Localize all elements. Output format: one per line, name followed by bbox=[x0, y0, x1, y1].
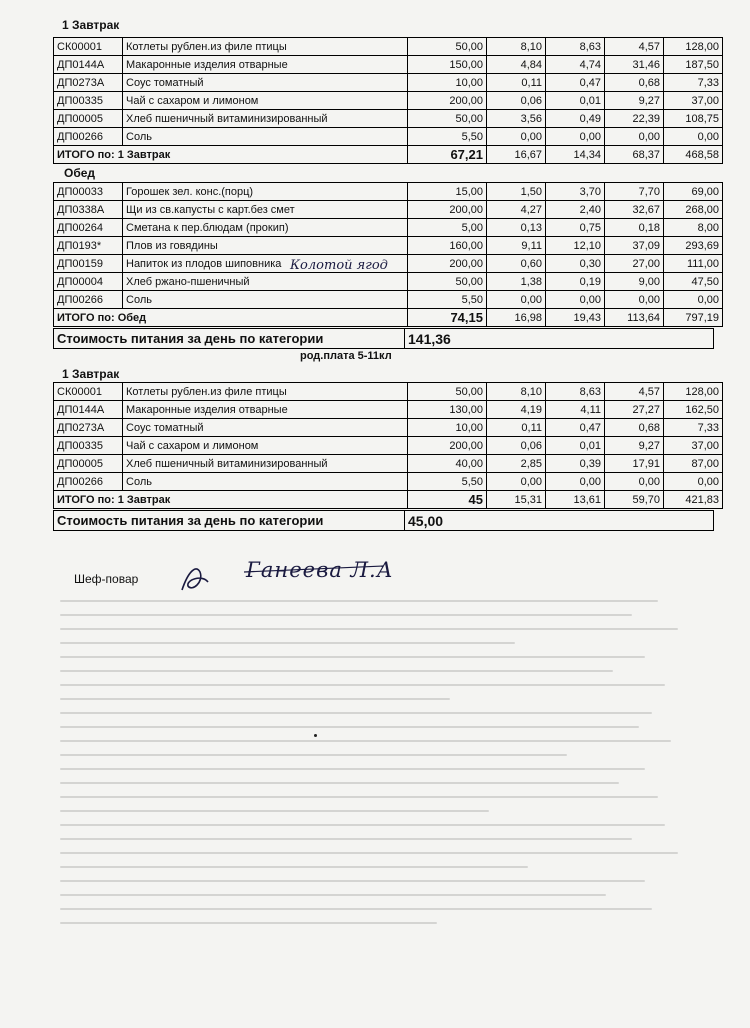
signature-name: Ганеева Л.А bbox=[246, 558, 394, 582]
item-code: ДП0144А bbox=[54, 56, 123, 74]
item-calories: 47,50 bbox=[664, 273, 723, 291]
total-fat: 19,43 bbox=[546, 309, 605, 327]
item-calories: 0,00 bbox=[664, 473, 723, 491]
item-name: Котлеты рублен.из филе птицы bbox=[123, 38, 408, 56]
item-fat: 3,70 bbox=[546, 183, 605, 201]
daily-cost-label: Стоимость питания за день по категории bbox=[54, 329, 405, 349]
item-calories: 187,50 bbox=[664, 56, 723, 74]
table-row bbox=[54, 201, 723, 219]
total-row bbox=[54, 146, 723, 164]
item-portion: 50,00 bbox=[408, 273, 487, 291]
item-calories: 87,00 bbox=[664, 455, 723, 473]
daily-cost-label: Стоимость питания за день по категории bbox=[54, 511, 405, 531]
table-row bbox=[54, 128, 723, 146]
item-protein: 4,84 bbox=[487, 56, 546, 74]
item-name: Сметана к пер.блюдам (прокип) bbox=[123, 219, 408, 237]
item-carbs: 0,00 bbox=[605, 128, 664, 146]
item-protein: 0,13 bbox=[487, 219, 546, 237]
item-code: ДП0273А bbox=[54, 419, 123, 437]
total-fat: 14,34 bbox=[546, 146, 605, 164]
item-name: Горошек зел. конс.(порц) bbox=[123, 183, 408, 201]
item-protein: 3,56 bbox=[487, 110, 546, 128]
item-code: ДП00159 bbox=[54, 255, 123, 273]
item-fat: 2,40 bbox=[546, 201, 605, 219]
item-calories: 162,50 bbox=[664, 401, 723, 419]
item-protein: 2,85 bbox=[487, 455, 546, 473]
table-row bbox=[54, 291, 723, 309]
total-protein: 16,98 bbox=[487, 309, 546, 327]
item-carbs: 9,27 bbox=[605, 92, 664, 110]
item-fat: 0,47 bbox=[546, 74, 605, 92]
item-calories: 7,33 bbox=[664, 419, 723, 437]
item-fat: 0,19 bbox=[546, 273, 605, 291]
total-label: ИТОГО по: 1 Завтрак bbox=[54, 491, 408, 509]
table-row bbox=[54, 473, 723, 491]
total-label: ИТОГО по: 1 Завтрак bbox=[54, 146, 408, 164]
item-portion: 130,00 bbox=[408, 401, 487, 419]
item-calories: 0,00 bbox=[664, 128, 723, 146]
item-name: Плов из говядины bbox=[123, 237, 408, 255]
table-row bbox=[54, 56, 723, 74]
item-portion: 10,00 bbox=[408, 74, 487, 92]
total-fat: 13,61 bbox=[546, 491, 605, 509]
section-title-breakfast-1: 1 Завтрак bbox=[62, 18, 120, 32]
item-carbs: 0,68 bbox=[605, 419, 664, 437]
item-fat: 8,63 bbox=[546, 38, 605, 56]
item-fat: 0,00 bbox=[546, 291, 605, 309]
item-code: ДП00005 bbox=[54, 110, 123, 128]
item-portion: 200,00 bbox=[408, 92, 487, 110]
table-row bbox=[54, 437, 723, 455]
item-fat: 4,74 bbox=[546, 56, 605, 74]
item-fat: 0,49 bbox=[546, 110, 605, 128]
item-carbs: 37,09 bbox=[605, 237, 664, 255]
total-row bbox=[54, 309, 723, 327]
item-calories: 128,00 bbox=[664, 38, 723, 56]
item-fat: 0,30 bbox=[546, 255, 605, 273]
item-portion: 200,00 bbox=[408, 255, 487, 273]
item-code: ДП00264 bbox=[54, 219, 123, 237]
item-name: Соус томатный bbox=[123, 74, 408, 92]
menu-table-breakfast-2 bbox=[53, 382, 723, 509]
item-protein: 1,50 bbox=[487, 183, 546, 201]
item-carbs: 4,57 bbox=[605, 383, 664, 401]
item-calories: 8,00 bbox=[664, 219, 723, 237]
item-protein: 0,00 bbox=[487, 128, 546, 146]
item-protein: 9,11 bbox=[487, 237, 546, 255]
table-row bbox=[54, 74, 723, 92]
item-code: ДП0144А bbox=[54, 401, 123, 419]
item-code: ДП00266 bbox=[54, 128, 123, 146]
item-name: Чай с сахаром и лимоном bbox=[123, 92, 408, 110]
item-calories: 111,00 bbox=[664, 255, 723, 273]
item-protein: 1,38 bbox=[487, 273, 546, 291]
item-name: Хлеб пшеничный витаминизированный bbox=[123, 110, 408, 128]
item-name: Соль bbox=[123, 291, 408, 309]
item-fat: 0,00 bbox=[546, 128, 605, 146]
item-fat: 4,11 bbox=[546, 401, 605, 419]
section-title-breakfast-2: 1 Завтрак bbox=[62, 367, 120, 381]
item-name: Щи из св.капусты с карт.без смет bbox=[123, 201, 408, 219]
item-name: Напиток из плодов шиповника bbox=[123, 255, 408, 273]
table-row bbox=[54, 219, 723, 237]
item-carbs: 0,00 bbox=[605, 291, 664, 309]
handwritten-note: Колотой ягод bbox=[290, 258, 388, 273]
item-protein: 0,00 bbox=[487, 473, 546, 491]
item-name: Соль bbox=[123, 473, 408, 491]
total-protein: 15,31 bbox=[487, 491, 546, 509]
daily-cost-value: 141,36 bbox=[405, 329, 714, 349]
item-carbs: 0,18 bbox=[605, 219, 664, 237]
daily-cost-row-1 bbox=[53, 328, 714, 349]
item-protein: 0,11 bbox=[487, 419, 546, 437]
item-portion: 15,00 bbox=[408, 183, 487, 201]
subheading-parent-fee: род.плата 5-11кл bbox=[300, 350, 392, 362]
item-protein: 4,19 bbox=[487, 401, 546, 419]
total-calories: 421,83 bbox=[664, 491, 723, 509]
item-carbs: 0,00 bbox=[605, 473, 664, 491]
total-carbs: 59,70 bbox=[605, 491, 664, 509]
item-carbs: 27,27 bbox=[605, 401, 664, 419]
item-protein: 0,11 bbox=[487, 74, 546, 92]
item-calories: 128,00 bbox=[664, 383, 723, 401]
table-row bbox=[54, 273, 723, 291]
item-carbs: 7,70 bbox=[605, 183, 664, 201]
item-fat: 8,63 bbox=[546, 383, 605, 401]
item-portion: 50,00 bbox=[408, 110, 487, 128]
item-protein: 4,27 bbox=[487, 201, 546, 219]
item-code: ДП00266 bbox=[54, 291, 123, 309]
total-portion: 74,15 bbox=[408, 309, 487, 327]
item-carbs: 4,57 bbox=[605, 38, 664, 56]
daily-cost-row-2 bbox=[53, 510, 714, 531]
item-portion: 200,00 bbox=[408, 201, 487, 219]
item-name: Котлеты рублен.из филе птицы bbox=[123, 383, 408, 401]
total-calories: 797,19 bbox=[664, 309, 723, 327]
item-code: ДП0273А bbox=[54, 74, 123, 92]
item-portion: 200,00 bbox=[408, 437, 487, 455]
item-code: ДП00033 bbox=[54, 183, 123, 201]
item-portion: 150,00 bbox=[408, 56, 487, 74]
table-row bbox=[54, 183, 723, 201]
item-code: ДП0338А bbox=[54, 201, 123, 219]
item-carbs: 32,67 bbox=[605, 201, 664, 219]
item-portion: 5,00 bbox=[408, 219, 487, 237]
item-code: ДП00266 bbox=[54, 473, 123, 491]
table-row bbox=[54, 383, 723, 401]
item-portion: 5,50 bbox=[408, 291, 487, 309]
table-row bbox=[54, 38, 723, 56]
item-carbs: 17,91 bbox=[605, 455, 664, 473]
item-fat: 0,75 bbox=[546, 219, 605, 237]
total-portion: 67,21 bbox=[408, 146, 487, 164]
item-calories: 293,69 bbox=[664, 237, 723, 255]
item-calories: 7,33 bbox=[664, 74, 723, 92]
item-portion: 5,50 bbox=[408, 128, 487, 146]
item-protein: 0,00 bbox=[487, 291, 546, 309]
item-fat: 12,10 bbox=[546, 237, 605, 255]
menu-table-breakfast-1 bbox=[53, 37, 723, 164]
item-portion: 50,00 bbox=[408, 383, 487, 401]
total-carbs: 68,37 bbox=[605, 146, 664, 164]
item-code: СК00001 bbox=[54, 38, 123, 56]
item-calories: 108,75 bbox=[664, 110, 723, 128]
item-code: ДП00335 bbox=[54, 92, 123, 110]
table-row bbox=[54, 92, 723, 110]
item-fat: 0,01 bbox=[546, 437, 605, 455]
table-row bbox=[54, 110, 723, 128]
total-calories: 468,58 bbox=[664, 146, 723, 164]
item-name: Соус томатный bbox=[123, 419, 408, 437]
table-row bbox=[54, 419, 723, 437]
item-name: Макаронные изделия отварные bbox=[123, 401, 408, 419]
total-carbs: 113,64 bbox=[605, 309, 664, 327]
item-code: ДП00005 bbox=[54, 455, 123, 473]
item-portion: 50,00 bbox=[408, 38, 487, 56]
total-protein: 16,67 bbox=[487, 146, 546, 164]
stray-mark bbox=[314, 734, 317, 737]
item-code: ДП0193* bbox=[54, 237, 123, 255]
item-carbs: 9,00 bbox=[605, 273, 664, 291]
item-protein: 8,10 bbox=[487, 383, 546, 401]
table-row bbox=[54, 401, 723, 419]
menu-table-lunch bbox=[53, 182, 723, 327]
section-title-lunch: Обед bbox=[64, 166, 96, 180]
item-protein: 8,10 bbox=[487, 38, 546, 56]
daily-cost-value: 45,00 bbox=[405, 511, 714, 531]
item-calories: 0,00 bbox=[664, 291, 723, 309]
total-row bbox=[54, 491, 723, 509]
item-fat: 0,01 bbox=[546, 92, 605, 110]
item-protein: 0,06 bbox=[487, 437, 546, 455]
item-name: Макаронные изделия отварные bbox=[123, 56, 408, 74]
item-calories: 37,00 bbox=[664, 92, 723, 110]
item-code: СК00001 bbox=[54, 383, 123, 401]
table-row bbox=[54, 255, 723, 273]
item-fat: 0,47 bbox=[546, 419, 605, 437]
item-carbs: 22,39 bbox=[605, 110, 664, 128]
item-carbs: 0,68 bbox=[605, 74, 664, 92]
item-carbs: 31,46 bbox=[605, 56, 664, 74]
total-label: ИТОГО по: Обед bbox=[54, 309, 408, 327]
reverse-side-show-through bbox=[60, 600, 710, 1008]
item-portion: 10,00 bbox=[408, 419, 487, 437]
item-code: ДП00004 bbox=[54, 273, 123, 291]
item-name: Хлеб пшеничный витаминизированный bbox=[123, 455, 408, 473]
total-portion: 45 bbox=[408, 491, 487, 509]
item-code: ДП00335 bbox=[54, 437, 123, 455]
table-row bbox=[54, 237, 723, 255]
item-calories: 268,00 bbox=[664, 201, 723, 219]
item-portion: 5,50 bbox=[408, 473, 487, 491]
item-name: Хлеб ржано-пшеничный bbox=[123, 273, 408, 291]
item-carbs: 27,00 bbox=[605, 255, 664, 273]
table-row bbox=[54, 455, 723, 473]
item-name: Соль bbox=[123, 128, 408, 146]
item-protein: 0,06 bbox=[487, 92, 546, 110]
item-name: Чай с сахаром и лимоном bbox=[123, 437, 408, 455]
item-portion: 160,00 bbox=[408, 237, 487, 255]
item-fat: 0,39 bbox=[546, 455, 605, 473]
item-carbs: 9,27 bbox=[605, 437, 664, 455]
item-fat: 0,00 bbox=[546, 473, 605, 491]
item-protein: 0,60 bbox=[487, 255, 546, 273]
item-portion: 40,00 bbox=[408, 455, 487, 473]
item-calories: 37,00 bbox=[664, 437, 723, 455]
chef-label: Шеф-повар bbox=[74, 572, 139, 586]
item-calories: 69,00 bbox=[664, 183, 723, 201]
